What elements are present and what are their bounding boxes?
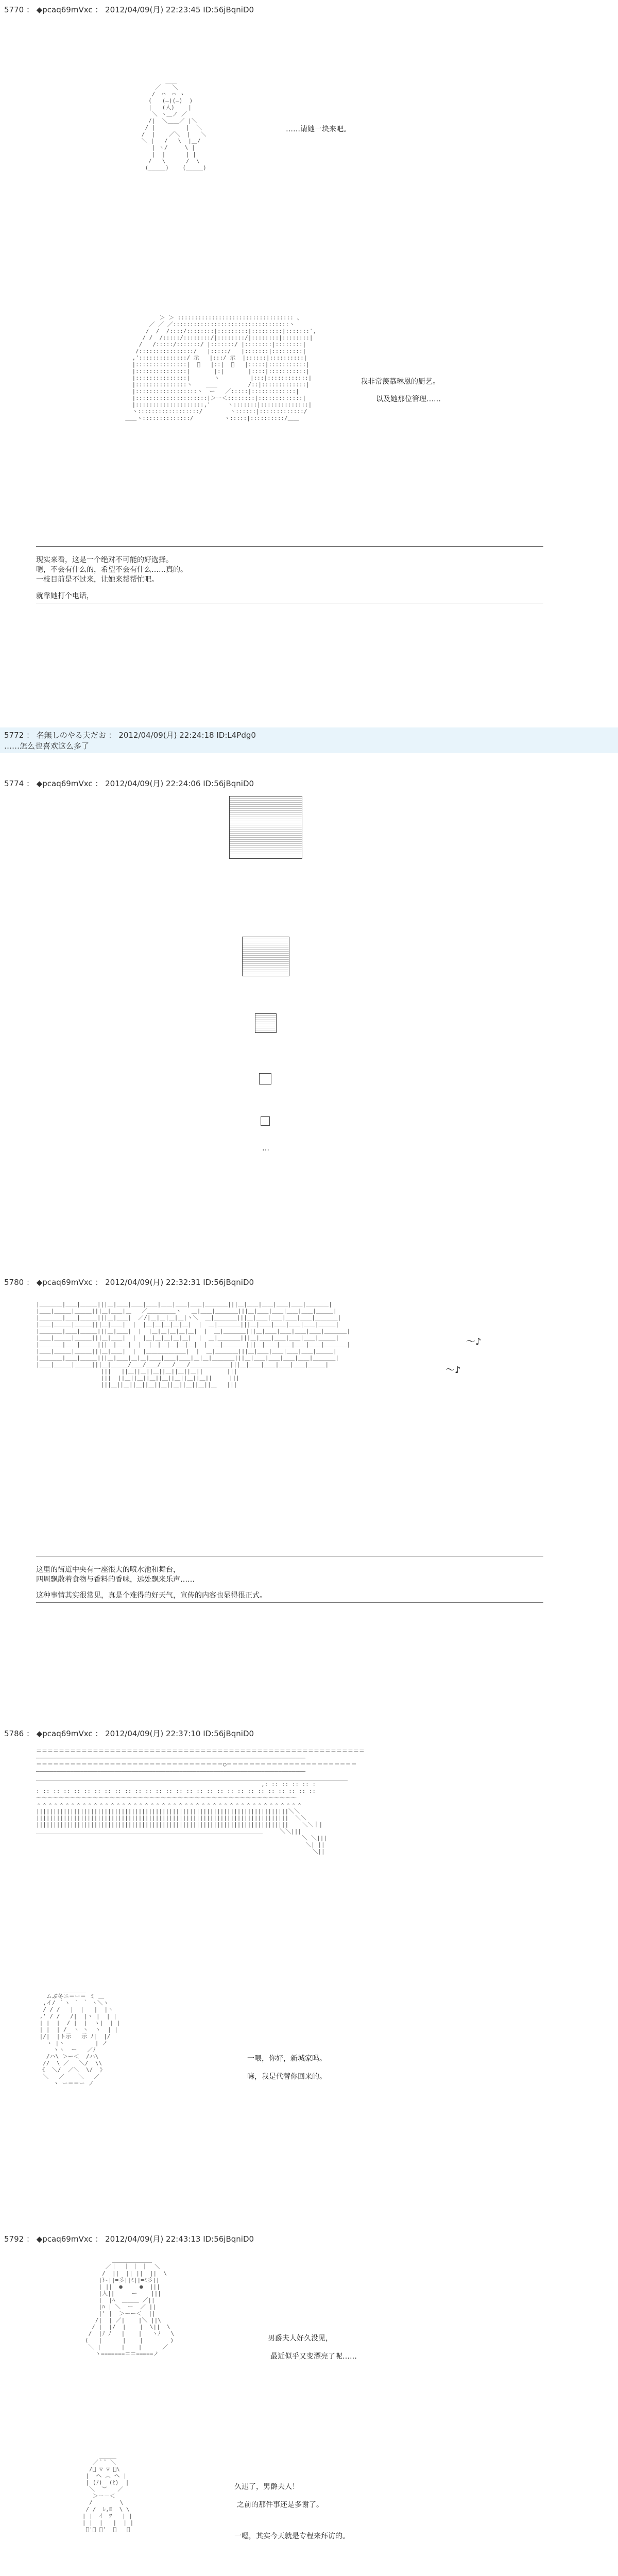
narration-line: 就靠她打个电话， [36, 592, 94, 600]
post-date: 2012/04/09(月) 22:43:13 ID:56jBqniD0 [105, 2234, 254, 2244]
narration-line: 一枝目前是不过来，让她来帮帮忙吧。 [36, 575, 159, 584]
post-header: 5770 ： ◆pcaq69mVxc ： 2012/04/09(月) 22:23:45 ID:56jBqniD0 [4, 5, 254, 14]
ascii-art-character: ＿＿＿＿＿＿＿ ／｜ ｜ ｜ ｜ ＼ / || || || || \ |ﾄ-||=彡||ﾐ||=ﾐ彡|| | || ● ● ||| |人|| ー ||| | |ﾍ ＿＿＿ ／|| |ﾊ | ＼ ー ／ || |' | ＞ーー＜ || /| | ／| |＼ ||\ / | |/ | | \|| \ / |ﾉ ﾉ | | ヽﾉ \ ( | | | ) ＼ | | | ／ ヽ=======＝＝=====ノ [85, 2257, 175, 2357]
comment-text: ……怎么也喜欢这么多了 [4, 741, 90, 751]
dialogue-line: 最近似乎又变漂亮了呢…… [270, 2352, 357, 2361]
dialogue-line: ……请她一块来吧。 [286, 125, 351, 133]
section-divider [36, 546, 543, 547]
post-date: 2012/04/09(月) 22:24:18 ID:L4Pdg0 [118, 731, 256, 740]
narration-line: 嗯，不会有什么的，希望不会有什么……真的。 [36, 566, 187, 574]
post-date: 2012/04/09(月) 22:24:06 ID:56jBqniD0 [105, 779, 254, 788]
post-author: ◆pcaq69mVxc [36, 1278, 93, 1287]
fading-box-5 [261, 1116, 270, 1126]
post-author: ◆pcaq69mVxc [36, 5, 93, 14]
ascii-art-character: ＞ ＞ :::::::::::::::::::::::::::::::::: 、 ／ ／ ／::::::::::::::::::::::::::::::::::ヽ / / /::::/::::::::|:::::::::|:::::::::|:::::::', / / /:::::/::::::::/|::::::::/|::::::::|::::::::| / /:::::/:::::::/ |:::::::/ |::::::::|::::::::| /::::::::::::::::/ |:::::/ |:::::::|:::::::::| ,'::::::::::::::/ 示 |:::/ 示 |::::::|::::::::::| |:::::::::::::::| ゙ |::| ゙ |:::::|:::::::::::| |:::::::::::::::| |:| |::::|:::::::::::| |:::::::::::::::| ヽ |:::|::::::::::::| |:::::::::::::::ヽ ＿＿ /::|:::::::::::::| |::::::::::::::::::ヽ ー ／:::::|:::::::::::::| |:::::::::::::::::::::|＞ー＜::::::::|:::::::::::::| |::::::::::::::::::::,' ヽ:::::::|::::::::::::::| ヽ::::::::::::::::::/ ヽ::::::|:::::::::::::/ ＿＿ヽ::::::::::::::/ ヽ:::::|::::::::::/＿＿ [125, 314, 317, 421]
dialogue-line: 一嗯，其实今天就是专程来拜访的。 [234, 2532, 350, 2540]
post-number: 5780 [4, 1278, 24, 1287]
post-header: 5786 ： ◆pcaq69mVxc ： 2012/04/09(月) 22:37:10 ID:56jBqniD0 [4, 1729, 254, 1738]
narration-line: 现实来看，这是一个绝对不可能的好选择。 [36, 556, 173, 564]
post-number: 5774 [4, 779, 24, 788]
post-author: 名無しのやる夫だお [36, 731, 106, 740]
post-number: 5786 [4, 1729, 24, 1738]
post-author: ◆pcaq69mVxc [36, 779, 93, 788]
fading-box-1 [229, 796, 302, 859]
dialogue-line: 一喂，你好，新城家吗。 [247, 2055, 327, 2063]
dialogue-line: … [262, 1144, 269, 1153]
ascii-art-character: ＿＿＿＿ ムぶ冬ニ＝ー＝ ミ ＿ ,イ/ ｀ヽ ｀ ｀ ヽ＼ヽ / / / | | | |ヽ ,' / / /| |ヽ | | | | | | / | | ヽ| | | | | | / ヽ ヽ ヽ | | |/| |ト示 示 ﾉ| |/ ヽ |ヽ | ノ ヽヽ ー ／ﾉ /ハ\ ＞ー＜ /ハ\ // \ ／ ＼/ \\ 《 ＼/ ／＼ \/ 》 ＼ ／ ＼ ／ ヽ ー＝＝ー ノ [39, 1986, 121, 2087]
ascii-art-character: ＿＿＿ ／ ﾟ ﾟ ＼ /ﾟ ▽ ▽ ﾟ\ | ヘ ︵ ヘ | | (ﾉ) (ﾋ) | ＼ ︶ ／ ＞ー－＜ / \ / / ﾚ,E \ \ | | ｲ ﾂ | | | | | | | | ﾟ'ﾟ ﾟ' ﾟ ﾟ [82, 2452, 134, 2533]
fading-box-3 [255, 1013, 277, 1033]
ascii-art-landscape: ＝＝＝＝＝＝＝＝＝＝＝＝＝＝＝＝＝＝＝＝＝＝＝＝＝＝＝＝＝＝＝＝＝＝＝＝＝＝＝＝＝＝＝＝＝＝＝＝＝＝＝＝＝＝＝＝＝＝ ——————————————————————————————————————————————————————————————————————————————— ＝＝＝＝＝＝＝＝＝＝＝＝＝＝＝＝＝＝＝＝＝＝＝＝＝＝＝＝＝＝＝＝＝○＝＝＝＝＝＝＝＝＝＝＝＝＝＝＝＝＝＝＝＝＝＝＝ ——————————————————————————————————————————————————————————————————————————————— ＿＿＿＿＿＿＿＿＿＿＿＿＿＿＿＿＿＿＿＿＿＿＿＿＿＿＿＿＿＿＿＿＿＿＿＿＿＿＿＿＿＿＿＿＿＿＿＿＿＿＿＿＿＿＿ ,: :: :: :: :: : : :: :: :: :: :: :: :: :: :: :: :: :: :: :: :: :: :: :: :: :: :: :: :: :: :: :: :: ～～～～～～～～～～～～～～～～～～～～～～～～～～～～～～～～～～～～～～～～～～～～～～ ＾＾＾＾＾＾＾＾＾＾＾＾＾＾＾＾＾＾＾＾＾＾＾＾＾＾＾＾＾＾＾＾＾＾＾＾＾＾＾＾＾＾＾＾＾＾＾ ||||||||||||||||||||||||||||||||||||||||||||||||||||||||||||||||||||||||||＼＼ |||||||||||||||||||||||||||||||||||||||||||||||||||||||||||||||||||||||||| ＼＼ |||||||||||||||||||||||||||||||||||||||||||||||||||||||||||||||||||||||||| ＼＼｜| ＿＿＿＿＿＿＿＿＿＿＿＿＿＿＿＿＿＿＿＿＿＿＿＿＿＿＿＿＿＿＿＿＿＿＿＿＿＿＿＿ ＼＼||| ＼ ＼||| ＼| || ＼|| [36, 1748, 365, 1855]
music-note: ～♪ [466, 1336, 482, 1347]
post-header: 5792 ： ◆pcaq69mVxc ： 2012/04/09(月) 22:43:13 ID:56jBqniD0 [4, 2234, 254, 2244]
dialogue-line: 之前的那件事还是多谢了。 [237, 2501, 323, 2509]
dialogue-line: 以及她那位管理…… [376, 395, 441, 403]
section-divider [36, 1602, 543, 1603]
post-date: 2012/04/09(月) 22:37:10 ID:56jBqniD0 [105, 1729, 254, 1738]
narration-line: 这种事情其实很常见，真是个难得的好天气，宣传的内容也显得很正式。 [36, 1591, 267, 1600]
fading-box-4 [259, 1073, 271, 1084]
post-header: 5780 ： ◆pcaq69mVxc ： 2012/04/09(月) 22:32:31 ID:56jBqniD0 [4, 1278, 254, 1287]
post-date: 2012/04/09(月) 22:23:45 ID:56jBqniD0 [105, 5, 254, 14]
dialogue-line: 男爵夫人好久没见， [268, 2334, 333, 2343]
dialogue-line: 我非常羡慕琳恩的厨艺。 [360, 378, 440, 386]
post-header: 5772 ： 名無しのやる夫だお ： 2012/04/09(月) 22:24:18 ID:L4Pdg0 ……怎么也喜欢这么多了 [0, 727, 618, 753]
dialogue-line: 嘛，我是代替你回来的。 [247, 2073, 327, 2081]
ascii-art-building: |＿＿＿＿|＿＿|＿＿＿|||＿|＿＿|＿＿|＿＿|＿＿|＿＿|＿＿|＿＿＿＿|||＿|＿＿|＿＿|＿＿|＿＿|＿＿＿＿| |＿＿|＿＿＿|＿＿＿|||＿|＿＿|＿ ／＿＿＿＿＿ヽ ＿|＿＿|＿＿＿＿|||＿|＿＿|＿＿|＿＿|＿＿|＿＿＿| |＿＿＿＿|＿＿|＿＿＿|||＿|＿＿| ／/|＿|＿|＿|＿|ヽ＼ ＿|＿＿＿＿|||＿|＿＿|＿＿|＿＿|＿＿|＿＿＿＿| |＿＿|＿＿＿|＿＿＿|||＿|＿＿| | |＿|＿|＿|＿|＿| | ＿|＿＿＿＿|||＿|＿＿|＿＿|＿＿|＿＿|＿＿＿| |＿＿＿＿|＿＿|＿＿＿|||＿|＿＿| | |＿|＿|＿|＿|＿| | ＿|＿＿＿＿|||＿|＿＿|＿＿|＿＿|＿＿|＿＿＿＿| |＿＿|＿＿＿|＿＿＿|||＿|＿＿| | |＿|＿|＿|＿|＿| | ＿|＿＿＿＿|||＿|＿＿|＿＿|＿＿|＿＿|＿＿＿| |＿＿＿＿|＿＿|＿＿＿|||＿|＿＿| | |＿|＿|＿|＿|＿| | ＿|＿＿＿＿|||＿|＿＿|＿＿|＿＿|＿＿|＿＿＿＿| |＿＿|＿＿＿|＿＿＿|||＿|＿＿| | |＿＿＿＿＿＿＿| | ＿|＿＿＿＿|||＿|＿＿|＿＿|＿＿|＿＿|＿＿＿| |＿＿＿＿|＿＿|＿＿＿|||＿|＿＿|＿|＿|＿＿|＿＿|＿＿|＿|＿|＿＿＿＿|||＿|＿＿|＿＿|＿＿|＿＿|＿＿＿＿| |＿＿|＿＿＿|＿＿＿|||＿|＿＿＿/＿＿/＿＿/＿＿/＿＿/＿＿＿＿＿＿＿|||＿|＿＿|＿＿|＿＿|＿＿|＿＿＿| ||| ||＿||＿||＿||＿||＿||＿|| ||| ||| ||＿||＿||＿||＿||＿||＿||＿|| ||| |||＿||＿||＿||＿||＿||＿||＿||＿||＿ ||| [36, 1301, 351, 1388]
post-date: 2012/04/09(月) 22:32:31 ID:56jBqniD0 [105, 1278, 254, 1287]
dialogue-line: 久违了，男爵夫人！ [234, 2483, 299, 2491]
narration-line: 四周飘散着食物与香料的香味，远处飘来乐声…… [36, 1575, 195, 1584]
post-author: ◆pcaq69mVxc [36, 1729, 93, 1738]
ascii-art-character: ＿＿ ／ ＼ / ⌒ ⌒ ヽ ( (—)(—) ) | (人) | ＼ ヽ＿ノ ／ /| ＼＿＿／ |＼ / | | ＼ / | ／＼ | ＼ ＼_| / \ |＿/ | ヽ/ \ | | | | | / \ / \ (_____) (_____) [141, 77, 207, 171]
post-header: 5774 ： ◆pcaq69mVxc ： 2012/04/09(月) 22:24:06 ID:56jBqniD0 [4, 779, 254, 788]
narration-line: 这里的街道中央有一座很大的喷水池和舞台， [36, 1566, 180, 1574]
post-author: ◆pcaq69mVxc [36, 2234, 93, 2244]
post-number: 5772 [4, 731, 24, 740]
post-number: 5792 [4, 2234, 24, 2244]
music-note: ～♪ [445, 1365, 461, 1376]
post-number: 5770 [4, 5, 24, 14]
fading-box-2 [242, 937, 289, 976]
